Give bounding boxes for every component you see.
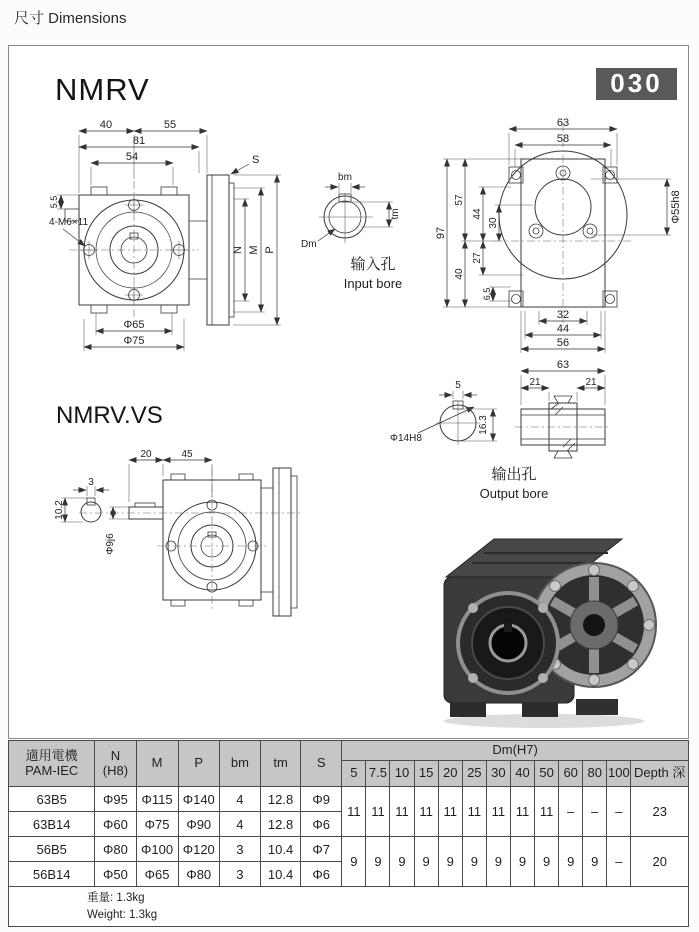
cell-model: 56B14 — [9, 862, 95, 887]
dim-label-45: 45 — [181, 449, 193, 460]
cell-dm: 9 — [414, 837, 438, 887]
dim-label-55: 55 — [163, 119, 177, 131]
dim-label-21b: 21 — [585, 377, 597, 388]
dim-label-bm: bm — [338, 172, 352, 183]
cell-depth: 20 — [631, 837, 689, 887]
cell-dm: 9 — [462, 837, 486, 887]
header-m: M — [136, 741, 178, 787]
weight-note-row — [9, 887, 689, 927]
dim-label-54: 54 — [125, 151, 139, 163]
cell-dm: 11 — [510, 787, 534, 837]
header-motor — [9, 741, 95, 787]
dim-label-3: 3 — [88, 477, 94, 488]
cell-dm: 11 — [535, 787, 559, 837]
dim-label-40: 40 — [99, 119, 113, 131]
cell-model: 63B14 — [9, 812, 95, 837]
header-depth: Depth 深 — [631, 761, 689, 787]
cell-dm: 9 — [486, 837, 510, 887]
dim-label-n: N — [232, 246, 244, 254]
cell-dm: – — [559, 787, 583, 837]
header-dm-100: 100 — [607, 761, 631, 787]
dim-label-s: S — [252, 154, 260, 166]
header-dm-group: Dm(H7) — [342, 741, 689, 761]
cell-dm: 9 — [535, 837, 559, 887]
vs-view-dimensions — [61, 460, 212, 522]
header-dm-15: 15 — [414, 761, 438, 787]
output-bore-caption-zh: 输出孔 — [491, 466, 537, 483]
cell-depth: 23 — [631, 787, 689, 837]
dim-label-tm: tm — [390, 208, 401, 220]
cell-dm: – — [607, 787, 631, 837]
dim-label-44b: 44 — [556, 323, 570, 335]
header-dm-40: 40 — [510, 761, 534, 787]
cell-n: Φ80 — [95, 837, 136, 862]
cell-p: Φ140 — [178, 787, 219, 812]
cell-s: Φ6 — [301, 812, 342, 837]
weight-note-zh: 重量: 1.3kg — [87, 891, 145, 904]
input-bore-outline — [319, 193, 373, 243]
cell-dm: 9 — [366, 837, 390, 887]
nmrv-vs-drawing — [39, 444, 329, 659]
header-dm-10: 10 — [390, 761, 414, 787]
weight-note-cell — [9, 887, 689, 927]
dim-label-phi65: Φ65 — [123, 319, 145, 331]
dim-label-5-5: 5.5 — [49, 195, 59, 209]
header-dm-7-5: 7.5 — [366, 761, 390, 787]
cell-tm: 10.4 — [260, 862, 300, 887]
cell-tm: 10.4 — [260, 837, 300, 862]
cell-dm: 11 — [414, 787, 438, 837]
dim-label-40: 40 — [454, 268, 465, 280]
header-n-line2: (H8) — [102, 762, 129, 778]
drawings-panel — [8, 45, 689, 739]
cell-dm: 11 — [342, 787, 366, 837]
dim-label-10-2: 10.2 — [54, 500, 65, 520]
dim-label-30: 30 — [488, 217, 499, 229]
cell-model: 56B5 — [9, 837, 95, 862]
bolt-spec-label: 4-M6×11 — [49, 217, 89, 228]
nmrv-side-drawing — [437, 117, 689, 357]
header-dm-20: 20 — [438, 761, 462, 787]
header-bm: bm — [219, 741, 260, 787]
header-n — [95, 741, 136, 787]
gearbox-front-face — [458, 593, 558, 693]
table-row-56b5 — [9, 837, 689, 862]
dim-label-6-5: 6.5 — [482, 287, 492, 301]
dim-label-32: 32 — [556, 309, 570, 321]
cell-dm: 9 — [438, 837, 462, 887]
cell-n: Φ50 — [95, 862, 136, 887]
input-bore-caption-zh: 输入孔 — [350, 256, 396, 273]
cell-dm: 11 — [462, 787, 486, 837]
dim-label-phi75: Φ75 — [123, 335, 145, 347]
cell-p: Φ80 — [178, 862, 219, 887]
cell-dm: 9 — [583, 837, 607, 887]
cell-dm: 11 — [438, 787, 462, 837]
cell-dm: 9 — [390, 837, 414, 887]
weight-note-en: Weight: 1.3kg — [87, 908, 158, 921]
dim-label-21a: 21 — [529, 377, 541, 388]
header-dm-80: 80 — [583, 761, 607, 787]
dim-label-5: 5 — [455, 380, 461, 391]
cell-s: Φ7 — [301, 837, 342, 862]
cell-dm: 11 — [390, 787, 414, 837]
dim-label-58: 58 — [556, 133, 570, 145]
cell-bm: 3 — [219, 862, 260, 887]
header-dm-50: 50 — [535, 761, 559, 787]
dim-label-m: M — [248, 245, 260, 255]
output-bore-caption-en: Output bore — [479, 486, 549, 501]
cell-n: Φ95 — [95, 787, 136, 812]
dim-label-63b: 63 — [556, 359, 570, 371]
cell-dm: 9 — [342, 837, 366, 887]
dim-label-phi9j6: Φ9j6 — [105, 533, 116, 555]
header-dm-25: 25 — [462, 761, 486, 787]
dim-label-p: P — [264, 246, 276, 254]
cell-n: Φ60 — [95, 812, 136, 837]
cell-tm: 12.8 — [260, 787, 300, 812]
header-motor-en: PAM-IEC — [25, 762, 79, 778]
cell-m: Φ115 — [136, 787, 178, 812]
input-bore-drawing — [301, 169, 431, 314]
cell-p: Φ120 — [178, 837, 219, 862]
page-title: 尺寸 Dimensions — [14, 10, 127, 27]
header-n-line1: N — [110, 747, 121, 763]
header-dm-60: 60 — [559, 761, 583, 787]
cell-bm: 3 — [219, 837, 260, 862]
dim-label-27: 27 — [472, 252, 483, 264]
cell-m: Φ100 — [136, 837, 178, 862]
dim-label-dm: Dm — [301, 239, 317, 250]
dim-label-phi14h8: Φ14H8 — [390, 433, 422, 444]
dim-label-97: 97 — [435, 226, 447, 240]
front-view-dimensions — [57, 131, 281, 351]
cell-m: Φ75 — [136, 812, 178, 837]
header-tm: tm — [260, 741, 300, 787]
cell-p: Φ90 — [178, 812, 219, 837]
dim-label-81: 81 — [132, 135, 146, 147]
input-bore-dimensions — [318, 183, 393, 241]
input-bore-caption-en: Input bore — [343, 276, 403, 291]
nmrv-front-drawing — [49, 117, 329, 357]
cell-tm: 12.8 — [260, 812, 300, 837]
cell-s: Φ9 — [301, 787, 342, 812]
dim-label-16-3: 16.3 — [478, 415, 489, 435]
cell-bm: 4 — [219, 787, 260, 812]
model-size-badge: 030 — [596, 68, 677, 100]
gearbox-photo — [426, 523, 656, 731]
cell-model: 63B5 — [9, 787, 95, 812]
cell-dm: 11 — [486, 787, 510, 837]
dimension-table — [8, 740, 689, 927]
cell-dm: 9 — [559, 837, 583, 887]
header-s: S — [301, 741, 342, 787]
dim-label-44: 44 — [472, 208, 483, 220]
series-vs-title: NMRV.VS — [56, 402, 163, 429]
table-row-63b5 — [9, 787, 689, 812]
dim-label-phi55h8: Φ55h8 — [670, 190, 682, 224]
cell-bm: 4 — [219, 812, 260, 837]
dim-label-56: 56 — [556, 337, 570, 349]
header-p: P — [178, 741, 219, 787]
series-title: NMRV — [55, 72, 150, 107]
cell-dm: – — [583, 787, 607, 837]
dim-label-63: 63 — [556, 117, 570, 129]
output-bore-drawing — [388, 361, 688, 511]
output-bore-outline — [436, 396, 611, 458]
cell-dm: – — [607, 837, 631, 887]
cell-s: Φ6 — [301, 862, 342, 887]
dim-label-20: 20 — [140, 449, 152, 460]
cell-m: Φ65 — [136, 862, 178, 887]
dim-label-57: 57 — [454, 194, 465, 206]
header-motor-zh: 適用電機 — [25, 747, 78, 763]
header-dm-30: 30 — [486, 761, 510, 787]
cell-dm: 11 — [366, 787, 390, 837]
header-dm-5: 5 — [342, 761, 366, 787]
cell-dm: 9 — [510, 837, 534, 887]
side-view-centerlines — [495, 123, 631, 323]
